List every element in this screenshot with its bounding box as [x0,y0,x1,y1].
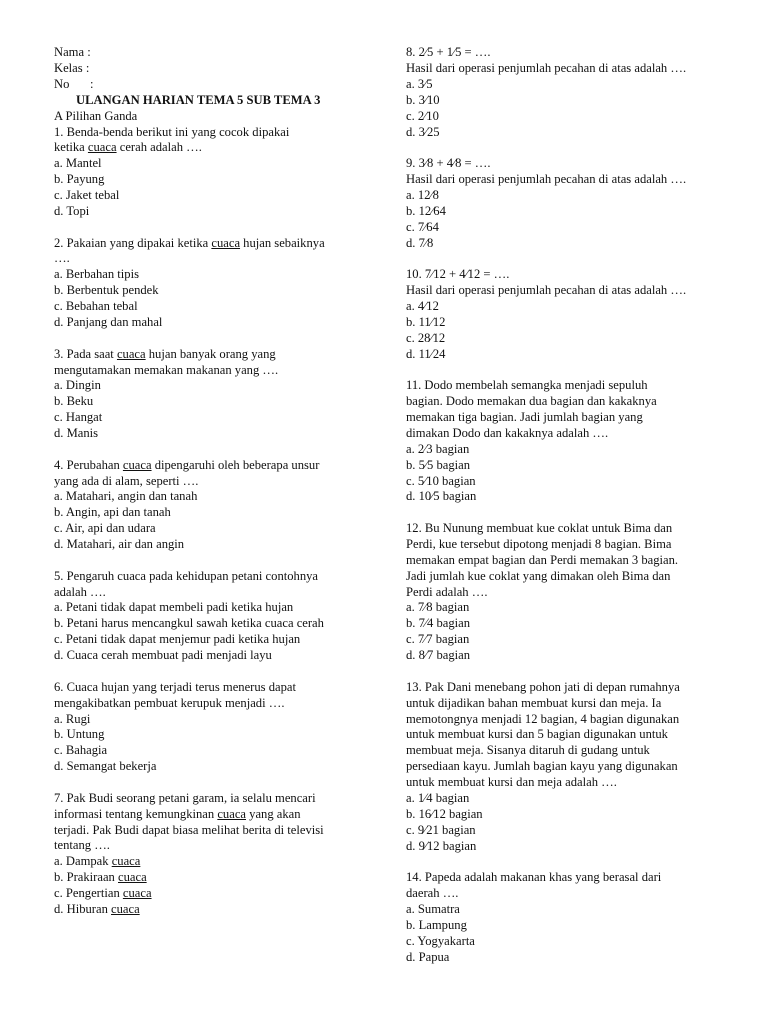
question-text: mengakibatkan pembuat kerupuk menjadi …. [54,695,285,710]
option-d: d. 10⁄5 bagian [406,489,477,504]
option-b: b. Petani harus mencangkul sawah ketika cuaca cerah [54,616,324,631]
option-c: c. 7⁄64 [406,219,439,234]
question-text: 13. Pak Dani menebang pohon jati di depan rumahnya [406,679,680,694]
question-9 [406,156,736,251]
option-b: b. Payung [54,172,105,187]
option-a: a. 3⁄5 [406,76,433,91]
option-c: c. Bahagia [54,743,108,758]
question-text: Perdi adalah …. [406,584,488,599]
option-d: d. 7⁄8 [406,235,434,250]
question-text: 8. 2⁄5 + 1⁄5 = …. [406,45,491,59]
question-text: 9. 3⁄8 + 4⁄8 = …. [406,156,491,171]
option-d: d. 3⁄25 [406,124,440,139]
question-text: 5. Pengaruh cuaca pada kehidupan petani contohnya [54,568,319,583]
option-b: b. Lampung [406,917,467,932]
option-b: b. Beku [54,394,94,409]
question-text: membuat meja. Sisanya ditaruh di gudang untuk [406,743,650,758]
question-text: mengutamakan memakan makanan yang …. [54,362,279,377]
question-text: 10. 7⁄12 + 4⁄12 = …. [406,267,510,282]
question-text: yang ada di alam, seperti …. [54,473,199,488]
question-text: informasi tentang kemungkinan cuaca yang akan [54,806,301,821]
option-a: a. Matahari, angin dan tanah [54,489,198,504]
question-text: memakan empat bagian dan Perdi memakan 3 bagian. [406,552,679,567]
option-d: d. 9⁄12 bagian [406,838,477,853]
question-text: …. [54,251,70,266]
option-c: c. Pengertian cuaca [54,886,152,901]
option-c: c. Air, api dan udara [54,521,156,536]
question-text: 12. Bu Nunung membuat kue coklat untuk Bima dan [406,520,673,535]
question-7 [54,791,370,918]
option-a: a. Petani tidak dapat membeli padi ketika hujan [54,600,294,615]
question-text: ketika cuaca cerah adalah …. [54,140,202,155]
option-a: a. 2⁄3 bagian [406,441,470,456]
question-text: 2. Pakaian yang dipakai ketika cuaca hujan sebaiknya [54,235,325,250]
question-text: persediaan kayu. Jumlah bagian kayu yang digunakan [406,759,678,774]
question-12 [406,521,736,664]
option-c: c. 28⁄12 [406,330,446,345]
question-text: untuk membuat kursi dan 5 bagian digunakan untuk [406,727,668,742]
question-text: Jadi jumlah kue coklat yang dimakan oleh Bima dan [406,568,671,583]
question-text: adalah …. [54,584,106,599]
option-d: d. Papua [406,949,450,964]
option-c: c. Jaket tebal [54,188,120,203]
section-heading: A Pilihan Ganda [54,108,138,123]
question-text: daerah …. [406,886,459,901]
option-a: a. Rugi [54,711,91,726]
option-c: c. Hangat [54,410,103,425]
option-a: a. Sumatra [406,902,460,917]
question-text: Hasil dari operasi penjumlah pecahan di atas adalah …. [406,60,687,75]
option-b: b. Angin, api dan tanah [54,505,171,520]
option-a: a. Dampak cuaca [54,854,141,869]
option-c: c. Bebahan tebal [54,299,138,314]
no-colon: : [90,76,94,91]
question-11 [406,378,736,505]
option-a: a. 1⁄4 bagian [406,791,470,806]
question-1 [54,125,370,220]
option-b: b. 16⁄12 bagian [406,806,483,821]
question-text: 6. Cuaca hujan yang terjadi terus menerus dapat [54,679,296,694]
option-d: d. Cuaca cerah membuat padi menjadi layu [54,648,272,663]
option-d: d. Hiburan cuaca [54,902,140,917]
option-d: d. Semangat bekerja [54,759,157,774]
no-row [54,77,370,93]
question-text: 3. Pada saat cuaca hujan banyak orang yang [54,346,276,361]
option-a: a. Berbahan tipis [54,267,139,282]
option-c: c. 7⁄7 bagian [406,632,470,647]
no-label: No [54,76,70,91]
left-column [54,45,370,918]
question-text: Hasil dari operasi penjumlah pecahan di atas adalah …. [406,282,687,297]
page-title: ULANGAN HARIAN TEMA 5 SUB TEMA 3 [76,92,321,107]
option-b: b. 5⁄5 bagian [406,457,471,472]
question-text: memakan tiga bagian. Jadi jumlah bagian yang [406,409,643,424]
question-5 [54,569,370,664]
question-text: tentang …. [54,838,110,853]
option-c: c. 2⁄10 [406,108,439,123]
question-text: Perdi, kue tersebut dipotong menjadi 8 bagian. Bima [406,536,672,551]
question-13 [406,680,736,855]
option-b: b. Untung [54,727,105,742]
option-a: a. Dingin [54,378,101,393]
option-b: b. Berbentuk pendek [54,283,159,298]
option-d: d. 11⁄24 [406,346,446,361]
option-a: a. 4⁄12 [406,298,439,313]
question-text: 11. Dodo membelah semangka menjadi sepuluh [406,378,648,393]
question-6 [54,680,370,775]
question-text: Hasil dari operasi penjumlah pecahan di atas adalah …. [406,171,687,186]
right-column [406,45,736,966]
question-text: 1. Benda-benda berikut ini yang cocok dipakai [54,124,290,139]
option-c: c. 9⁄21 bagian [406,822,476,837]
option-b: b. Prakiraan cuaca [54,870,147,885]
question-14 [406,870,736,965]
question-3 [54,347,370,442]
option-b: b. 3⁄10 [406,92,440,107]
question-text: terjadi. Pak Budi dapat biasa melihat berita di televisi [54,822,324,837]
option-d: d. 8⁄7 bagian [406,648,471,663]
question-text: dimakan Dodo dan kakaknya adalah …. [406,425,609,440]
option-a: a. 7⁄8 bagian [406,600,470,615]
option-c: c. Petani tidak dapat menjemur padi ketika hujan [54,632,301,647]
option-d: d. Topi [54,204,90,219]
option-b: b. 12⁄64 [406,203,446,218]
option-b: b. 7⁄4 bagian [406,616,471,631]
question-text: 4. Perubahan cuaca dipengaruhi oleh beberapa unsur [54,457,320,472]
option-a: a. 12⁄8 [406,187,439,202]
option-d: d. Panjang dan mahal [54,315,163,330]
option-a: a. Mantel [54,156,102,171]
question-text: bagian. Dodo memakan dua bagian dan kakaknya [406,394,657,408]
question-text: untuk dijadikan bahan membuat kursi dan meja. Ia [406,695,662,710]
option-c: c. 5⁄10 bagian [406,473,476,488]
option-d: d. Matahari, air dan angin [54,537,185,552]
option-d: d. Manis [54,426,99,441]
question-2 [54,236,370,331]
kelas-label: Kelas : [54,60,90,75]
question-text: untuk membuat kursi dan meja adalah …. [406,775,617,790]
question-4 [54,458,370,553]
question-text: 7. Pak Budi seorang petani garam, ia selalu mencari [54,790,316,805]
question-text: memotongnya menjadi 12 bagian, 4 bagian digunakan [406,711,680,726]
option-b: b. 11⁄12 [406,314,446,329]
option-c: c. Yogyakarta [406,933,475,948]
question-10 [406,267,736,362]
question-8 [406,45,736,140]
nama-label: Nama : [54,45,91,59]
question-text: 14. Papeda adalah makanan khas yang berasal dari [406,870,662,885]
